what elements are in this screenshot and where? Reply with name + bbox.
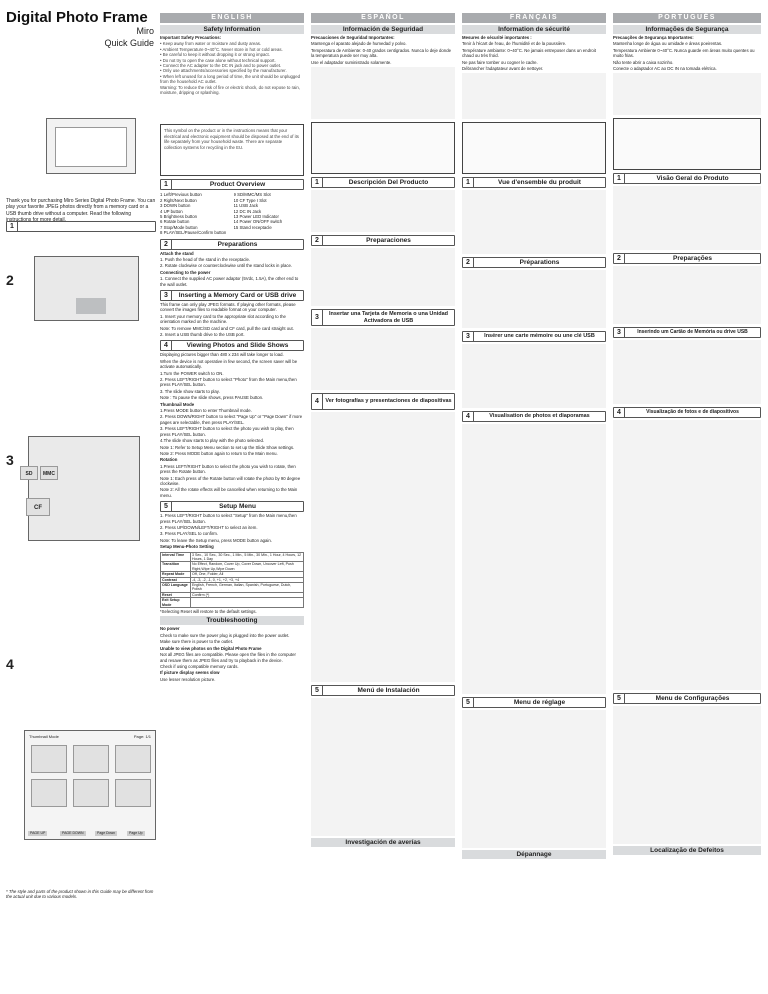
safety-title-pt: Informações de Segurança [613,25,761,34]
step-4-number: 4 [6,656,14,672]
body-line: Temperatura Ambiente 0~40°C. Nunca guarde em áreas muito quentes ou muito frias. [613,47,755,59]
style-note: * The style and parts of the product shown in this Guide may be different from the actual unit due to various models. [6,889,154,900]
lang-header-es: ESPAÑOL [311,13,455,23]
sec1-pt: 1 Visão Geral do Produto [613,173,761,184]
table-row: Interval Time 3 Sec., 10 Sec., 30 Sec., 1 Min., 5 Min., 30 Min., 1 Hour, 4 Hours, 12 Hours, 1 Day [161,552,304,562]
default-note-en: *Selecting Reset will restore to the default settings. [160,609,257,615]
setup-line: Setup Menu-Photo Setting [160,544,214,550]
text-block-pt-2 [613,186,761,250]
prep-line: 2. Rotate clockwise or counterclockwise until the stand locks in place. [160,263,293,269]
sec1-en: 1 Product Overview [160,179,304,190]
safety-sub-en: Important Safety Precautions: [160,35,222,40]
setup-line: 2. Press UP/DOWN/LEFT/RIGHT to select an item. [160,524,258,530]
page-down-button-2[interactable]: Page Down [97,830,116,835]
trouble-title-pt: Localização de Defeitos [613,846,761,855]
sec1-es: 1 Descripción Del Producto [311,177,455,188]
safety-sub-es: Precauciones de Seguridad Importantes: [311,35,395,40]
trouble-title-en: Troubleshooting [160,616,304,625]
text-block-pt-1 [613,73,761,115]
body-line: Tenir à l'écart de l'eau, de l'humidité et de la poussière. [462,41,567,47]
thumbnail-6[interactable] [115,779,151,807]
step-1-figure [6,118,156,178]
insert-line: 2. Insert a USB thumb drive to the USB port. [160,332,245,337]
sec4-pt: 4 Visualização de fotos e de diapositivos [613,407,761,418]
lang-header-pt: PORTUGUÊS [613,13,761,23]
sec1-fr: 1 Vue d'ensemble du produit [462,177,606,188]
safety-title-en: Safety Information [160,25,304,34]
table-row: Contrast -4, -3, -2, -1, 0, +1, +2, +3, +4 [161,577,304,582]
body-line: Conecte o adaptador AC ao DC IN na tomada elétrica. [613,66,717,72]
step-2-number: 2 [6,272,14,288]
sd-card: SD [20,466,38,480]
text-block-fr-6 [462,710,606,848]
body-line: Temperatura de Ambiente: 0-40 grados centígrados. Nunca lo deje donde la temperatura puede ser muy alta. [311,47,451,59]
sec2-pt: 2 Preparações [613,253,761,264]
sec2-es: 2 Preparaciones [311,235,455,246]
text-block-pt-6 [613,706,761,844]
text-block-es-1 [311,67,455,119]
body-line: Débrancher l'adaptateur avant de nettoyer. [462,66,544,72]
text-block-fr-4 [462,344,606,408]
sec4-es: 4 Ver fotografías y presentaciones de diapositivas [311,393,455,410]
text-block-pt-5 [613,420,761,690]
recycle-box-en: This symbol on the product or in the instructions means that your electrical and electronic equipment should be disposed at the end of its life separately from your household waste. There are separate collection systems for recycling in the EU. [160,124,304,176]
sec2-fr: 2 Préparations [462,257,606,268]
sec3-es: 3 Insertar una Tarjeta de Memoria o una Unidad Activadora de USB [311,309,455,326]
thumbnail-page: Page: 1/1 [133,734,151,739]
thumbnail-5[interactable] [73,779,109,807]
cf-card: CF [26,498,50,516]
text-block-fr-1 [462,73,606,119]
table-row: OSD Language English, French, German, Italian, Spanish, Portuguese, Dutch, Polish [161,583,304,593]
text-block-es-2 [311,190,455,232]
sec4-fr: 4 Visualisation de photos et diaporamas [462,411,606,422]
thumbnail-3[interactable] [115,745,151,773]
safety-sub-pt: Precauções de Segurança Importantes: [613,35,694,40]
sec5-fr: 5 Menu de réglage [462,697,606,708]
insert-line: 1. Insert your memory card to the appropriate slot according to the orientation marked on the machine. [160,313,286,325]
safety-sub-fr: Mesures de sécurité importantes : [462,35,532,40]
frame-screen [55,127,127,167]
step-3-number: 3 [6,452,14,468]
setup-line: 3. Press PLAY/SEL to confirm. [160,531,219,537]
page-up-button[interactable]: PAGE UP [30,830,46,835]
trouble-list-en: No power Check to make sure the power plug is plugged into the power outlet. Make sure there is power to the outlet. Unable to view photos on the Digital Photo Frame Not all JPEG files are compatible. Please open the files in the computer and resave them as JPEG files and try to playback in the device. Check if using compatible memory cards. If picture display seems slow Use lesser resolution picture. [160,626,296,682]
english-column [160,13,304,682]
text-block-es-5 [311,412,455,682]
thumbnail-title: Thumbnail Mode [29,734,59,739]
body-line: Mantenha longe de água ou umidade e áreas poeirentas. [613,41,723,47]
view-steps-en: Displaying pictures bigger than 480 x 234 will take longer to load. When the device is not operative in few second, the screen saver will be activate automatically. 1.Turn the POWER switch to ON. 2. Press LEFT/RIGHT button to select "Photo" from the Main menu,then press PLAY/SEL button. 3. The slide show starts to play. Note : To pause the slide shows, press PAUSE button. Thumbnail Mode 1.Press MODE button to enter Thumbnail mode. 2. Press DOWN/RIGHT button to select "Page Up" or "Page Down" if more pages are selectable, then press PLAY/SEL. 3. Press LEFT/RIGHT button to select the photo you wish to play, then press PLAY/SEL button. 4.The slide show starts to play with the photo selected. Note 1: Refer to Setup Menu section to set up the Slide Show settings. Note 2: Press MODE button again to return to the Main menu. Rotation 1.Press LEFT/RIGHT button to select the photo you wish to rotate, then press the Rotate button. Note 1: Each press of the Rotate button will rotate the photo by 90 degree clockwise. Note 2: All the rotate effects will be cancelled when returning to the Main menu. [160,352,303,498]
thanks-text: Thank you for purchasing Miro Series Digital Photo Frame. You can play your favorite JPEG photos directly from a memory card or a USB thumb drive without a computer. Read the following instructions for more detail. [6,198,156,223]
text-block-fr-5 [462,424,606,694]
text-block-fr-2 [462,190,606,254]
thumbnail-2[interactable] [73,745,109,773]
safety-title-fr: Information de sécurité [462,25,606,34]
page-title: Digital Photo Frame [6,9,148,26]
insert-line: Note: To remove MMC/SD card and CF card, pull the card straight out. [160,325,294,331]
trouble-title-es: Investigación de averías [311,838,455,847]
safety-text-en: • Keep away from water or moisture and dusty areas. • Ambient Temperature 0~40°C. Never store in hot or cold areas. • Be careful to keep it without dropping it or strong impact. • Do not try to open the case alone without technical support. • Connect the AC adapter to the DC IN jack and to power outlet. • Only use attachments/accessories specified by the manufacturer. • When left unused for a long period of time, the unit should be unplugged from the household AC outlet. Warning: To reduce the risk of fire or electric shock, do not expose to rain, moisture, dripping or splashing. [160,41,301,96]
page-down-button[interactable]: PAGE DOWN [62,830,84,835]
page-up-button-2[interactable]: Page Up [129,830,143,835]
text-block-es-6 [311,698,455,836]
setup-line: Note: To leave the Setup menu, press MODE button again. [160,537,272,543]
guide-subtitle: Quick Guide [104,38,154,48]
body-line: Não tente abrir a caixa sozinho. [613,59,674,65]
body-line: Mantenga el aparato alejado de humedad y polvo. [311,41,407,47]
lang-header-en: ENGLISH [160,13,304,23]
text-block-fr-3 [462,270,606,328]
frame-side-view [28,436,140,541]
brand-name: Miro [136,26,154,36]
step-3-figure [6,436,156,556]
body-line: Use el adaptador suministrado solamente. [311,59,392,65]
table-row: Repeat Mode Off, One, Folder, All [161,572,304,577]
insert-line: This frame can only play JPEG formats. If playing other formats, please convert the images files to readable format on your computer. [160,301,296,313]
text-block-es-4 [311,328,455,390]
table-row: Exit Setup Mode [161,598,304,608]
thumbnail-4[interactable] [31,779,67,807]
thumbnail-screen [24,730,156,840]
sec3-fr: 3 Insérer une carte mémoire ou une clé USB [462,331,606,342]
recycle-box-pt [613,118,761,170]
text-block-es-3 [311,248,455,306]
sec5-pt: 5 Menu de Configurações [613,693,761,704]
table-row: Transition No Effect, Random, Cover Up, Cover Down, Uncover Left, Push Right,Wipe Up,Wipe Down [161,562,304,572]
table-row: Reset Confirm (*) [161,592,304,597]
prep-line: Attach the stand [160,250,194,256]
sec3-en: 3 Inserting a Memory Card or USB drive [160,290,304,301]
sec4-en: 4 Viewing Photos and Slide Shows [160,340,304,351]
sec5-en: 5 Setup Menu [160,501,304,512]
prep-line: 1. Connect the supplied AC power adaptor (5Vdc, 1.5A), the other end to the wall outlet. [160,276,299,287]
french-column [462,13,606,859]
setup-table-en [160,552,304,608]
prep-line: Connecting to the power [160,269,211,275]
recycle-box-es [311,122,455,174]
sec3-pt: 3 Inserindo um Cartão de Memória ou drive USB [613,327,761,338]
portuguese-column [613,13,761,855]
body-line: Ne pas faire tomber ou cogner le cadre. [462,59,538,65]
setup-line: 1. Press LEFT/RIGHT button to select "Setup" from the Main menu,then press PLAY/SEL button. [160,513,297,524]
step-1-marker: 1 [6,221,156,232]
overview-list-en: 1 Left/Previous button 2 Right/Next button 3 DOWN button 4 UP button 5 Brightness button 6 Rotate button 7 Stop/Mode button 8 PLAY/SEL/Pause/Confirm button 9 SD/MMC/MS Slot 10 CF Type I Slot 11 USB Jack 12 DC IN Jack 13 Power LED Indicator 14 Power ON/OFF switch 15 Stand receptacle [160,192,283,236]
text-block-pt-3 [613,266,761,324]
step-2-figure [6,248,156,328]
sec5-es: 5 Menú de Instalación [311,685,455,696]
spanish-column [311,13,455,847]
safety-title-es: Información de Seguridad [311,25,455,34]
photo-frame-front [46,118,136,174]
stand-shape [76,298,106,314]
trouble-title-fr: Dépannage [462,850,606,859]
text-block-pt-4 [613,340,761,404]
prep-line: 1. Push the head of the stand in the receptacle. [160,256,251,262]
recycle-box-fr [462,122,606,174]
step-4-figure [6,640,156,835]
sec2-en: 2 Preparations [160,239,304,250]
lang-header-fr: FRANÇAIS [462,13,606,23]
body-line: Température ambiante: 0~40°C. Ne jamais entreposer dans un endroit chaud ou très froid. [462,47,596,59]
mmc-card: MMC [40,466,58,480]
thumbnail-1[interactable] [31,745,67,773]
